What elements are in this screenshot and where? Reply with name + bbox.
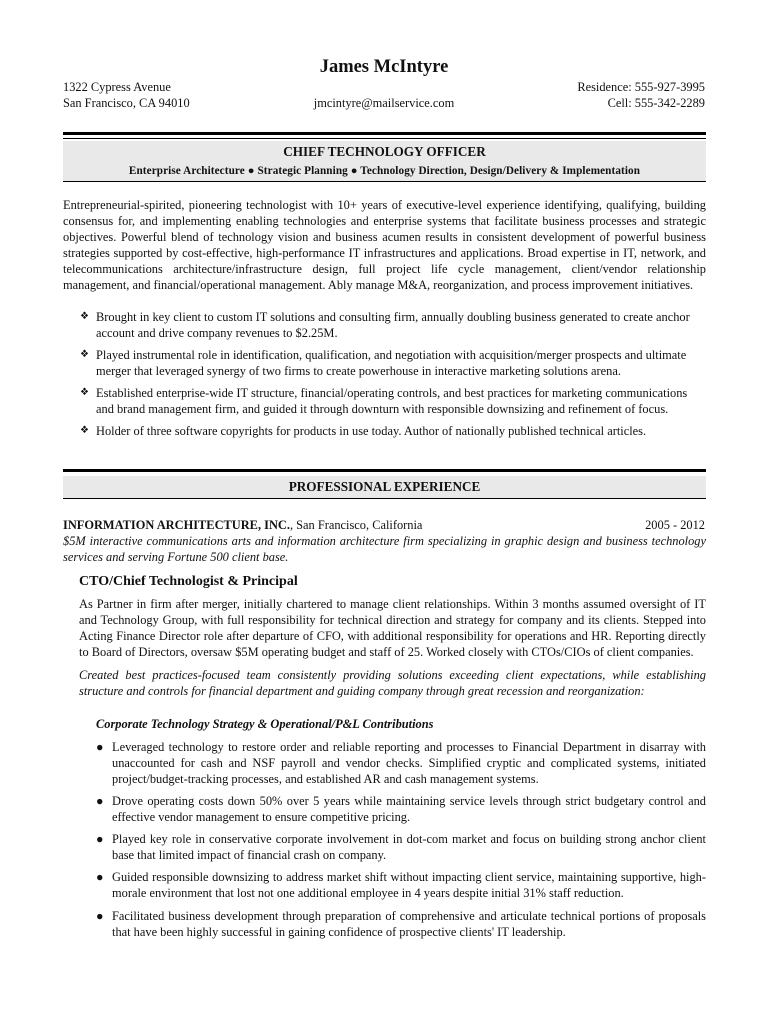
bullet-dot-icon: ● — [96, 794, 104, 808]
contribution-text: Guided responsible downsizing to address market shift without impacting client service, maintaining supportive, high-morale environment that lost not one additional employee in 4 years despite initial 31% staff reduction. — [112, 870, 706, 900]
highlight-item — [80, 309, 706, 341]
contribution-item — [96, 869, 706, 901]
experience-band — [63, 476, 706, 498]
title-band-bottom-rule — [63, 181, 706, 182]
diamond-bullet-icon: ❖ — [80, 425, 89, 436]
contribution-text: Facilitated business development through preparation of comprehensive and articulate technical portions of proposals that have been highly successful in gaining confidence of prospective clients' IT leadership. — [112, 909, 706, 939]
title-band — [63, 141, 706, 181]
bullet-dot-icon: ● — [96, 909, 104, 923]
highlight-text: Established enterprise-wide IT structure, financial/operating controls, and best practices for marketing communications and brand management firm, and guided it through downturn with responsible downsizing and refinement of focus. — [96, 386, 688, 416]
contribution-text: Drove operating costs down 50% over 5 years while maintaining service levels through strict budgetary control and effective vendor management to ensure competitive pricing. — [112, 794, 706, 824]
header-divider-thick — [63, 132, 706, 135]
company-line — [63, 517, 422, 533]
contribution-item — [96, 793, 706, 825]
highlight-text: Played instrumental role in identification, qualification, and negotiation with acquisition/merger prospects and ultimate merger that leveraged synergy of two firms to create powerhouse in interactive marketing solutions arena. — [96, 348, 687, 378]
bullet-dot-icon: ● — [96, 870, 104, 884]
employment-dates: 2005 - 2012 — [645, 518, 705, 532]
expertise-subheading: Enterprise Architecture ● Strategic Planning ● Technology Direction, Design/Delivery & Implementation — [128, 165, 641, 177]
experience-divider-thick — [63, 469, 706, 472]
address-line-1: 1322 Cypress Avenue — [63, 80, 171, 94]
diamond-bullet-icon: ❖ — [80, 311, 89, 322]
contribution-item — [96, 739, 706, 787]
address-line-2: San Francisco, CA 94010 — [63, 96, 190, 110]
highlight-text: Brought in key client to custom IT solutions and consulting firm, annually doubling business generated to create anchor account and drive company revenues to $2.25M. — [96, 310, 690, 340]
contribution-text: Played key role in conservative corporate involvement in dot-com market and focus on building strong anchor client base that limited impact of financial crash on company. — [112, 832, 706, 862]
highlight-item — [80, 423, 706, 439]
contribution-text: Leveraged technology to restore order and reliable reporting and processes to Financial Department in disarray with unaccounted for cash and NSF payroll and vendor checks. Simplified cryptic and complicated systems, initiated project/budget-tracking processes, and established AR and cash management systems. — [112, 740, 706, 786]
highlight-item — [80, 385, 706, 417]
role-description: As Partner in firm after merger, initially chartered to manage client relationships. Within 3 months assumed oversight of IT and Technology Group, with full responsibility for technical direction and strategy for company and its clients. Stepped into Acting Finance Director role after departure of CFO, with additional responsibility for operations and HR. Reporting directly to Board of Directors, oversaw $5M operating budget and staff of 25. Worked closely with CTOs/CIOs of client companies. — [79, 597, 706, 659]
email-address[interactable]: jmcintyre@mailservice.com — [313, 96, 455, 110]
role-achievement-summary: Created best practices-focused team consistently providing solutions exceeding client expectations, while establishing structure and controls for financial department and guiding company through great recession and reorganization: — [79, 668, 706, 698]
contribution-item — [96, 908, 706, 940]
bullet-dot-icon: ● — [96, 740, 104, 754]
diamond-bullet-icon: ❖ — [80, 387, 89, 398]
company-description: $5M interactive communications arts and information architecture firm specializing in graphic design and business technology services and serving Fortune 500 client base. — [63, 534, 706, 564]
bullet-dot-icon: ● — [96, 832, 104, 846]
company-name: INFORMATION ARCHITECTURE, INC. — [63, 518, 290, 532]
contributions-heading: Corporate Technology Strategy & Operational/P&L Contributions — [96, 717, 434, 731]
highlight-item — [80, 347, 706, 379]
role-title: CTO/Chief Technologist & Principal — [79, 574, 298, 589]
company-location: , San Francisco, California — [289, 518, 423, 532]
diamond-bullet-icon: ❖ — [80, 349, 89, 360]
highlight-text: Holder of three software copyrights for products in use today. Author of nationally published technical articles. — [96, 424, 647, 438]
candidate-name: James McIntyre — [319, 57, 449, 77]
experience-band-bottom-rule — [63, 498, 706, 499]
summary-paragraph: Entrepreneurial-spirited, pioneering technologist with 10+ years of executive-level experience identifying, qualifying, building consensus for, and implementing enabling technologies and enterprise systems that facilitate business processes and strategic objectives. Powerful blend of technology vision and business acumen results in consistent development of powerful business strategies supported by cost-effective, high-performance IT infrastructures and applications. Broad expertise in IT, network, and telecommunications architecture/infrastructure design, full project life cycle management, client/vendor relationship management, and financial/operational management. Ably manage M&A, reorganization, and process improvement initiatives. — [63, 198, 706, 292]
job-title-heading: CHIEF TECHNOLOGY OFFICER — [283, 144, 486, 159]
cell-phone: Cell: 555-342-2289 — [607, 96, 705, 110]
header-divider-thin — [63, 138, 706, 139]
contribution-item — [96, 831, 706, 863]
experience-section-title: PROFESSIONAL EXPERIENCE — [288, 479, 481, 494]
residence-phone: Residence: 555-927-3995 — [577, 80, 705, 94]
